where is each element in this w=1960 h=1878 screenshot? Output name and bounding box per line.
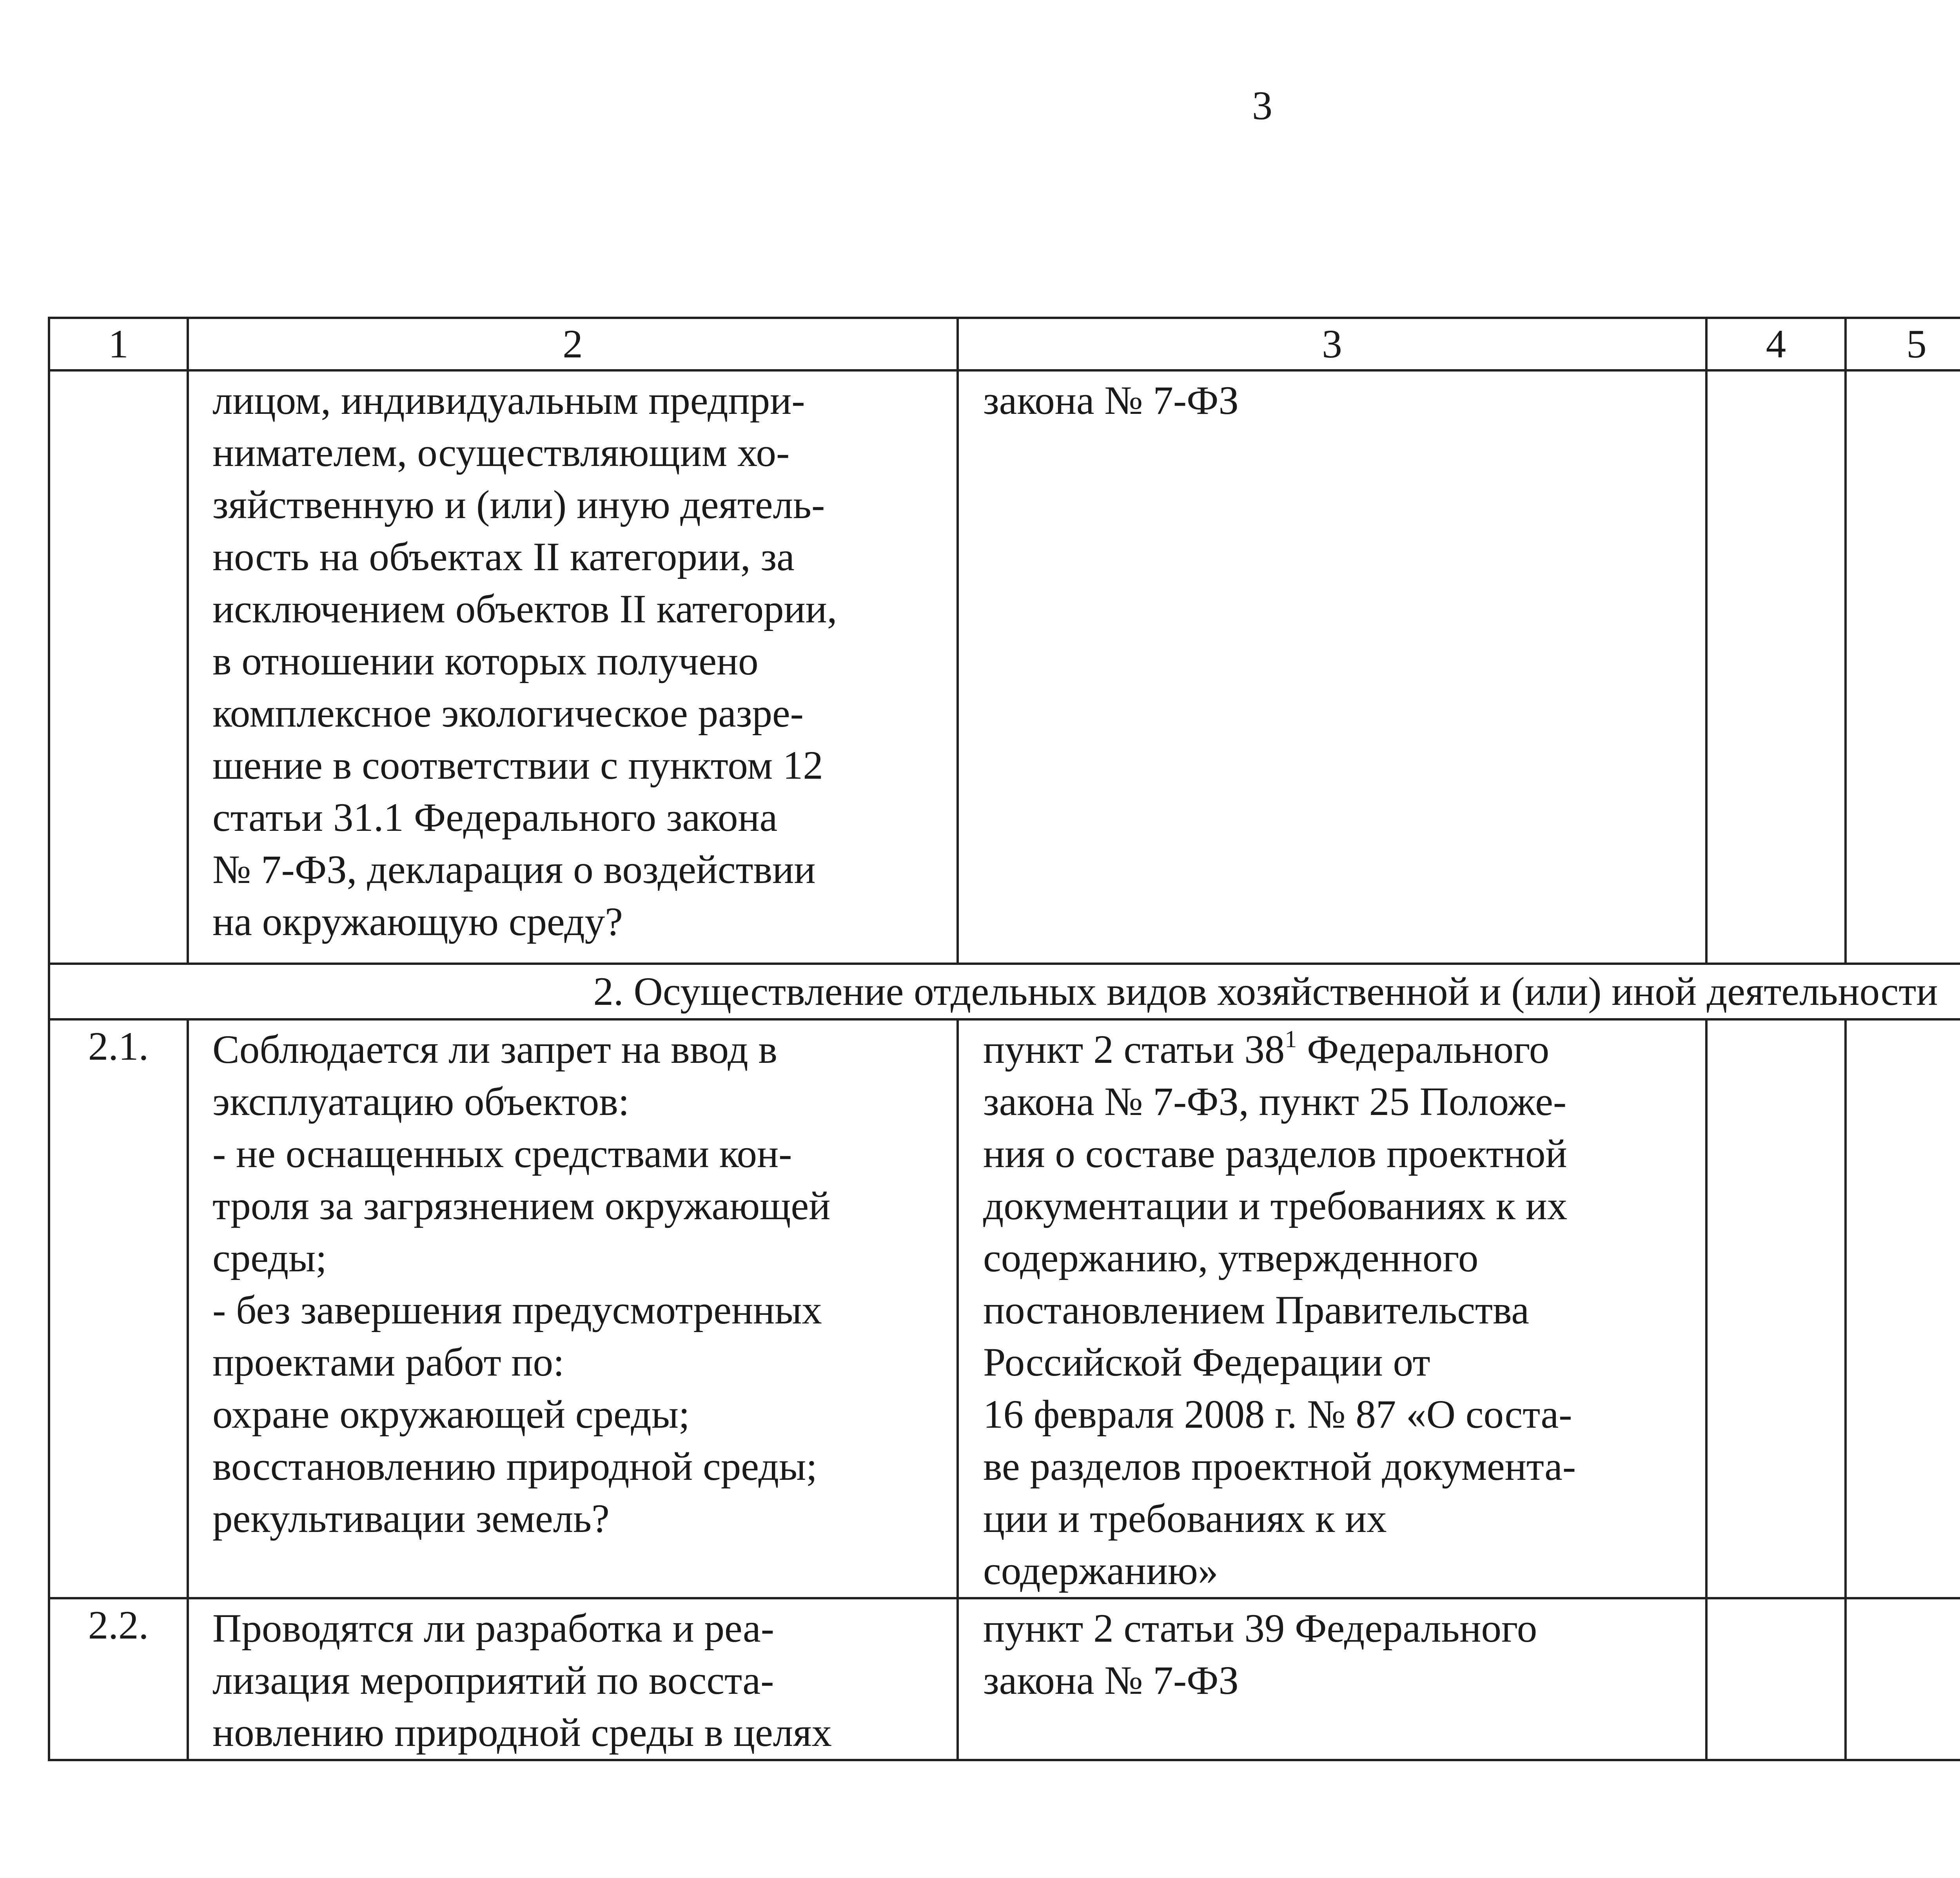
answer-cell-4 [1706, 370, 1846, 964]
page-number: 3 [1252, 83, 1272, 128]
question-text: Проводятся ли разработка и реа- лизация мероприятий по восста- новлению природной среды в целях [212, 1606, 832, 1755]
answer-cell-4 [1706, 1019, 1846, 1598]
question-text: лицом, индивидуальным предпри- нимателем, осуществляющим хо- зяйственную и (или) иную деятель- ность на объектах II категории, за исключением объектов II категории, в отношении которых получено комплексное экологическое разре- шение в соответствии с пунктом 12 статьи 31.1 Федерального закона № 7-ФЗ, декларация о воздействии на окружающую среду? [212, 378, 837, 944]
basis-text-start: пункт 2 статьи 38 [983, 1027, 1285, 1072]
basis-cell [958, 370, 1706, 964]
column-header-1: 1 [49, 318, 188, 370]
column-header-row [49, 318, 1960, 370]
basis-text: закона № 7-ФЗ [983, 378, 1239, 423]
section-header-row [49, 964, 1960, 1019]
answer-cell-5 [1846, 370, 1960, 964]
column-header-4: 4 [1706, 318, 1846, 370]
answer-cell-4 [1706, 1598, 1846, 1760]
basis-text: пункт 2 статьи 39 Федерального закона № 7-ФЗ [983, 1606, 1537, 1703]
article-superscript: 1 [1285, 1026, 1297, 1053]
table-row [49, 1019, 1960, 1598]
basis-text [959, 1021, 1705, 1597]
column-header-3: 3 [958, 318, 1706, 370]
basis-cell [958, 1598, 1706, 1760]
basis-text-end: Федерального закона № 7-ФЗ, пункт 25 Положе- ния о составе разделов проектной документации и требованиях к их содержанию, утвержденного постановлением Правительства Российской Федерации от 16 февраля 2008 г. № 87 «О соста- ве разделов проектной документа- ции и требованиях к их содержанию» [983, 1027, 1576, 1593]
table-row [49, 1598, 1960, 1760]
table-row-continuation [49, 370, 1960, 964]
row-number: 2.2. [49, 1598, 188, 1760]
section-title: 2. Осуществление отдельных видов хозяйственной и (или) иной деятельности [49, 964, 1960, 1019]
question-cell [188, 370, 958, 964]
basis-cell [958, 1019, 1706, 1598]
answer-cell-5 [1846, 1019, 1960, 1598]
question-text: Соблюдается ли запрет на ввод в эксплуатацию объектов: - не оснащенных средствами кон- троля за загрязнением окружающей среды; - без завершения предусмотренных проектами работ по: охране окружающей среды; восстановлению природной среды; рекультивации земель? [212, 1027, 831, 1541]
answer-cell-5 [1846, 1598, 1960, 1760]
question-cell [188, 1019, 958, 1598]
column-header-2: 2 [188, 318, 958, 370]
question-cell [188, 1598, 958, 1760]
column-header-5: 5 [1846, 318, 1960, 370]
checklist-table [48, 317, 1960, 1761]
row-number-cell [49, 370, 188, 964]
row-number: 2.1. [49, 1019, 188, 1598]
